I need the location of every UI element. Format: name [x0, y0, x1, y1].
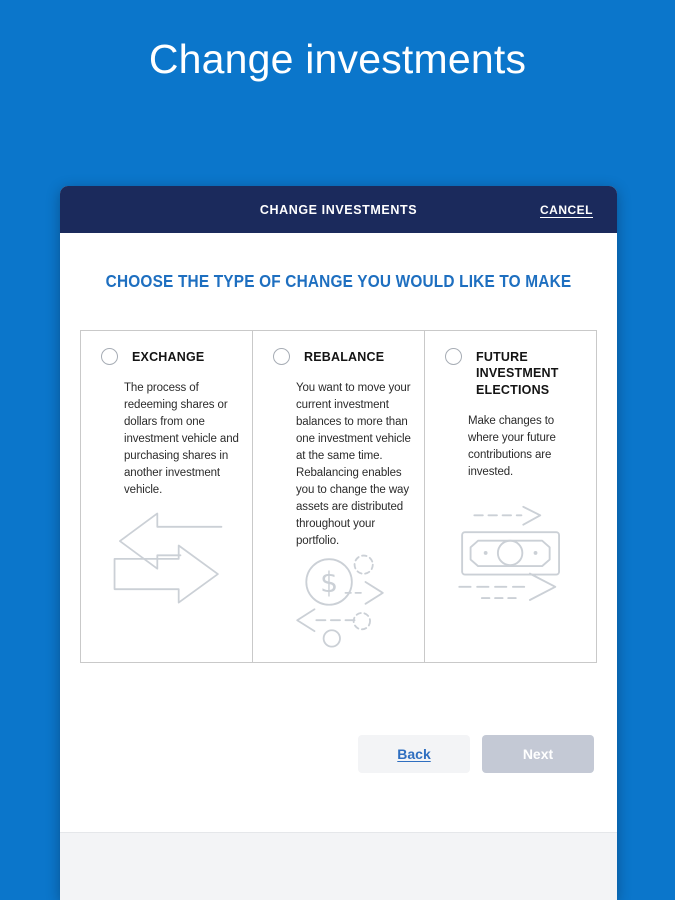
option-label: REBALANCE [304, 350, 385, 364]
radio-future-elections[interactable] [445, 348, 462, 365]
option-head [440, 349, 583, 398]
options-group [80, 330, 597, 663]
option-description: The process of redeeming shares or dollars from one investment vehicle and purchasing shares in another investment vehicle. [124, 382, 239, 497]
modal-actions [358, 735, 594, 773]
svg-text:$: $ [319, 566, 338, 600]
next-button[interactable]: Next [482, 735, 594, 773]
cancel-button[interactable]: CANCEL [534, 202, 599, 218]
option-description: Make changes to where your future contributions are invested. [468, 414, 556, 478]
option-exchange[interactable] [81, 331, 252, 662]
page-title: Change investments [148, 36, 527, 82]
banknote-arrows-icon [440, 501, 583, 603]
modal-footer [60, 832, 617, 900]
option-future-investment-elections[interactable] [424, 331, 596, 662]
radio-exchange[interactable] [101, 348, 118, 365]
change-investments-modal [60, 186, 617, 900]
option-rebalance[interactable] [252, 331, 424, 662]
modal-heading: CHOOSE THE TYPE OF CHANGE YOU WOULD LIKE TO MAKE [105, 271, 572, 291]
modal-header [60, 186, 617, 233]
option-head [96, 349, 239, 365]
dollar-redistribute-icon [268, 552, 411, 652]
option-label: EXCHANGE [132, 350, 205, 364]
option-head [268, 349, 411, 365]
radio-rebalance[interactable] [273, 348, 290, 365]
back-button[interactable]: Back [358, 735, 470, 773]
option-description: You want to move your current investment balances to more than one investment vehicle at the same time. Rebalancing enables you to change the way assets are distributed throughout your portfolio. [296, 382, 411, 548]
swap-arrows-icon [96, 509, 239, 607]
modal-title: CHANGE INVESTMENTS [259, 202, 418, 217]
option-label: FUTURE INVESTMENT ELECTIONS [476, 350, 559, 397]
